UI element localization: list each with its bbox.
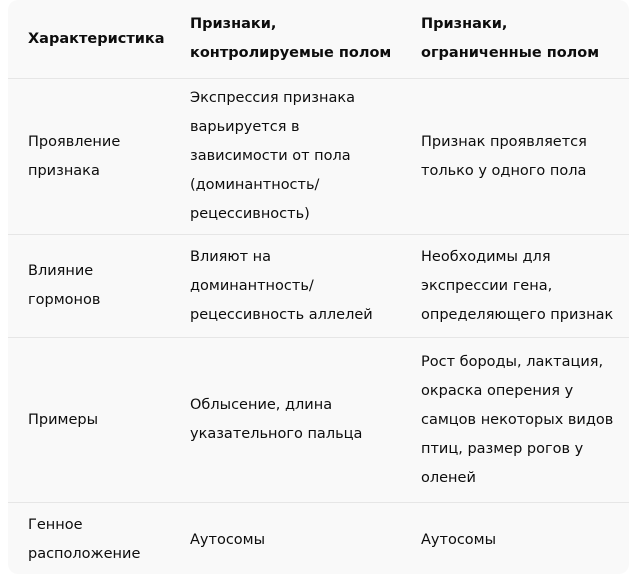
header-text-line: контролируемые полом bbox=[190, 45, 392, 61]
header-sex-controlled bbox=[170, 0, 401, 79]
header-text-line: Признаки, bbox=[190, 16, 277, 32]
cell-text-line: указательного пальца bbox=[190, 426, 363, 442]
table-cell bbox=[8, 338, 170, 503]
cell-text-line: гормонов bbox=[28, 292, 101, 308]
cell-text-line: Рост бороды, лактация, bbox=[421, 353, 604, 370]
table-cell bbox=[401, 503, 629, 575]
cell-text-line: Аутосомы bbox=[421, 531, 497, 548]
cell-text-line: Генное bbox=[28, 517, 83, 533]
cell-text-line: Примеры bbox=[28, 411, 99, 428]
header-characteristic bbox=[8, 0, 170, 79]
table-cell bbox=[170, 338, 401, 503]
cell-text-line: Признак проявляется bbox=[421, 133, 587, 150]
cell-text-line: Облысение, длина bbox=[190, 397, 333, 413]
cell-text-line: варьируется в bbox=[190, 119, 300, 135]
table-cell bbox=[8, 79, 170, 235]
table-cell bbox=[170, 79, 401, 235]
cell-text-line: Влияние bbox=[28, 263, 94, 279]
table-cell bbox=[170, 235, 401, 338]
cell-text-line: зависимости от пола bbox=[190, 148, 351, 164]
cell-text-line: самцов некоторых видов bbox=[421, 411, 614, 428]
table-row-manifestation bbox=[8, 79, 629, 235]
table-header-row bbox=[8, 0, 629, 79]
cell-text-line: Проявление bbox=[28, 133, 121, 150]
cell-text-line: экспрессии гена, bbox=[421, 277, 553, 294]
header-sex-limited bbox=[401, 0, 629, 79]
table-cell bbox=[8, 235, 170, 338]
table-cell bbox=[401, 338, 629, 503]
table-cell bbox=[401, 79, 629, 235]
header-text-line: Признаки, bbox=[421, 16, 508, 32]
cell-text-line: расположение bbox=[28, 546, 141, 562]
cell-text-line: птиц, размер рогов у bbox=[421, 440, 584, 457]
cell-text-line: Необходимы для bbox=[421, 248, 551, 265]
comparison-table-container bbox=[8, 0, 629, 574]
cell-text-line: только у одного пола bbox=[421, 162, 587, 179]
comparison-table bbox=[8, 0, 629, 574]
cell-text-line: определяющего признак bbox=[421, 306, 614, 323]
header-text-line: Характеристика bbox=[28, 30, 165, 47]
table-row-hormones bbox=[8, 235, 629, 338]
cell-text-line: Аутосомы bbox=[190, 531, 266, 548]
cell-text-line: Влияют на bbox=[190, 248, 271, 265]
cell-text-line: рецессивность) bbox=[190, 206, 310, 222]
table-cell bbox=[8, 503, 170, 575]
cell-text-line: окраска оперения у bbox=[421, 382, 574, 399]
header-text-line: ограниченные полом bbox=[421, 45, 600, 61]
table-cell bbox=[170, 503, 401, 575]
cell-text-line: Экспрессия признака bbox=[190, 90, 355, 106]
cell-text-line: доминантность/ bbox=[190, 277, 314, 294]
cell-text-line: рецессивность аллелей bbox=[190, 306, 373, 323]
cell-text-line: (доминантность/ bbox=[190, 177, 320, 193]
cell-text-line: оленей bbox=[421, 469, 476, 486]
table-row-gene-location bbox=[8, 503, 629, 575]
cell-text-line: признака bbox=[28, 162, 100, 179]
table-row-examples bbox=[8, 338, 629, 503]
table-cell bbox=[401, 235, 629, 338]
